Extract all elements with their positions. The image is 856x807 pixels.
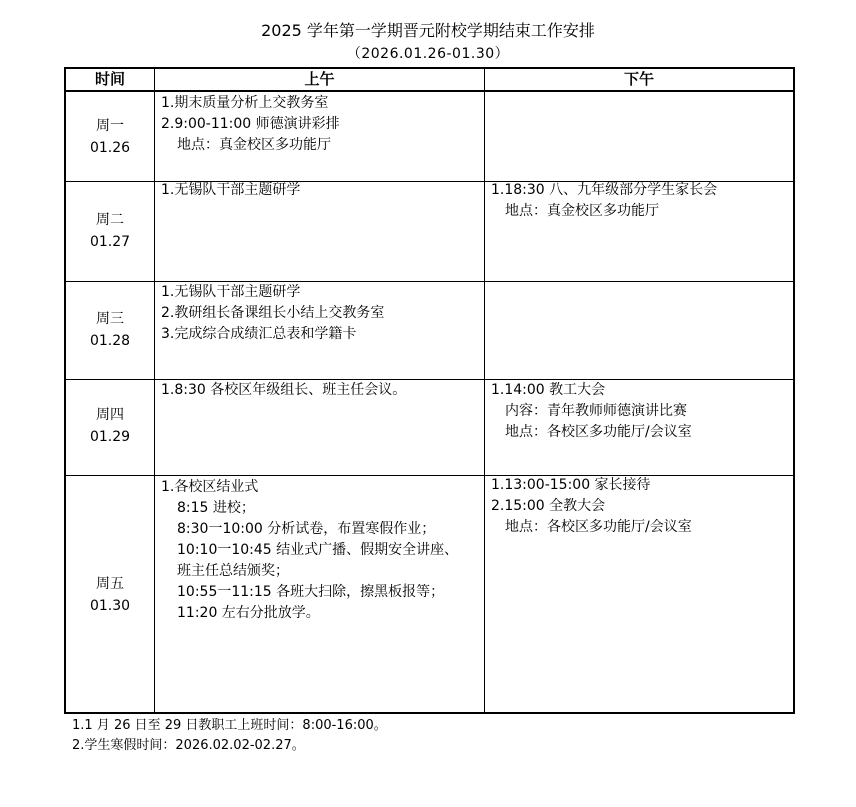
schedule-line: 2.9:00-11:00 师德演讲彩排 <box>161 116 340 132</box>
schedule-line: 地点：各校区多功能厅/会议室 <box>505 424 692 440</box>
schedule-line: 8:15 进校； <box>177 500 255 516</box>
schedule-line: 2.教研组长备课组长小结上交教务室 <box>161 305 385 321</box>
header-divider <box>66 90 793 92</box>
column-divider <box>154 69 155 712</box>
day-cell-wednesday <box>66 308 154 352</box>
weekday-label: 周三 <box>96 311 124 327</box>
schedule-line: 地点：真金校区多功能厅 <box>177 137 331 153</box>
schedule-line: 1.期末质量分析上交教务室 <box>161 95 329 111</box>
date-label: 01.30 <box>89 598 131 614</box>
weekday-label: 周四 <box>96 407 124 423</box>
schedule-line: 地点：真金校区多功能厅 <box>505 203 659 219</box>
date-range-subtitle: （2026.01.26-01.30） <box>346 46 510 62</box>
header-time: 时间 <box>94 70 125 88</box>
weekday-label: 周一 <box>96 118 124 134</box>
schedule-line: 1.无锡队干部主题研学 <box>161 284 301 300</box>
schedule-line: 2.15:00 全教大会 <box>491 498 606 514</box>
header-afternoon: 下午 <box>623 70 654 88</box>
schedule-line: 班主任总结颁奖； <box>177 563 289 579</box>
day-cell-friday <box>66 573 154 617</box>
schedule-line: 内容：青年教师师德演讲比赛 <box>505 403 687 419</box>
weekday-label: 周五 <box>96 576 124 592</box>
schedule-line: 1.14:00 教工大会 <box>491 382 606 398</box>
weekday-label: 周二 <box>96 212 124 228</box>
afternoon-cell-thursday <box>491 380 692 443</box>
footnotes <box>72 716 387 756</box>
schedule-line: 11:20 左右分批放学。 <box>177 605 320 621</box>
morning-cell-friday <box>161 477 458 624</box>
morning-cell-wednesday <box>161 282 384 345</box>
schedule-line: 1.13:00-15:00 家长接待 <box>491 477 651 493</box>
afternoon-cell-friday <box>491 475 692 538</box>
schedule-table <box>64 67 795 714</box>
date-label: 01.26 <box>89 140 131 156</box>
schedule-line: 1.8:30 各校区年级组长、班主任会议。 <box>161 382 407 398</box>
day-cell-thursday <box>66 404 154 448</box>
schedule-line: 1.无锡队干部主题研学 <box>161 182 301 198</box>
schedule-line: 1.各校区结业式 <box>161 479 259 495</box>
schedule-line: 3.完成综合成绩汇总表和学籍卡 <box>161 326 357 342</box>
afternoon-cell-tuesday <box>491 180 717 222</box>
schedule-line: 10:10一10:45 结业式广播、假期安全讲座、 <box>177 542 459 558</box>
morning-cell-monday <box>161 93 340 156</box>
footnote-line: 1.1 月 26 日至 29 日教职工上班时间：8:00-16:00。 <box>72 718 387 733</box>
date-label: 01.27 <box>89 234 131 250</box>
schedule-line: 10:55一11:15 各班大扫除，擦黑板报等； <box>177 584 445 600</box>
header-morning: 上午 <box>304 70 335 88</box>
document-title: 2025 学年第一学期晋元附校学期结束工作安排 <box>261 21 595 40</box>
morning-cell-thursday <box>161 380 406 401</box>
schedule-line: 地点：各校区多功能厅/会议室 <box>505 519 692 535</box>
morning-cell-tuesday <box>161 180 300 201</box>
schedule-line: 8:30一10:00 分析试卷，布置寒假作业； <box>177 521 436 537</box>
date-label: 01.28 <box>89 333 131 349</box>
column-divider <box>484 69 485 712</box>
day-cell-monday <box>66 115 154 159</box>
footnote-line: 2.学生寒假时间：2026.02.02-02.27。 <box>72 738 305 753</box>
schedule-line: 1.18:30 八、九年级部分学生家长会 <box>491 182 718 198</box>
day-cell-tuesday <box>66 209 154 253</box>
date-label: 01.29 <box>89 429 131 445</box>
